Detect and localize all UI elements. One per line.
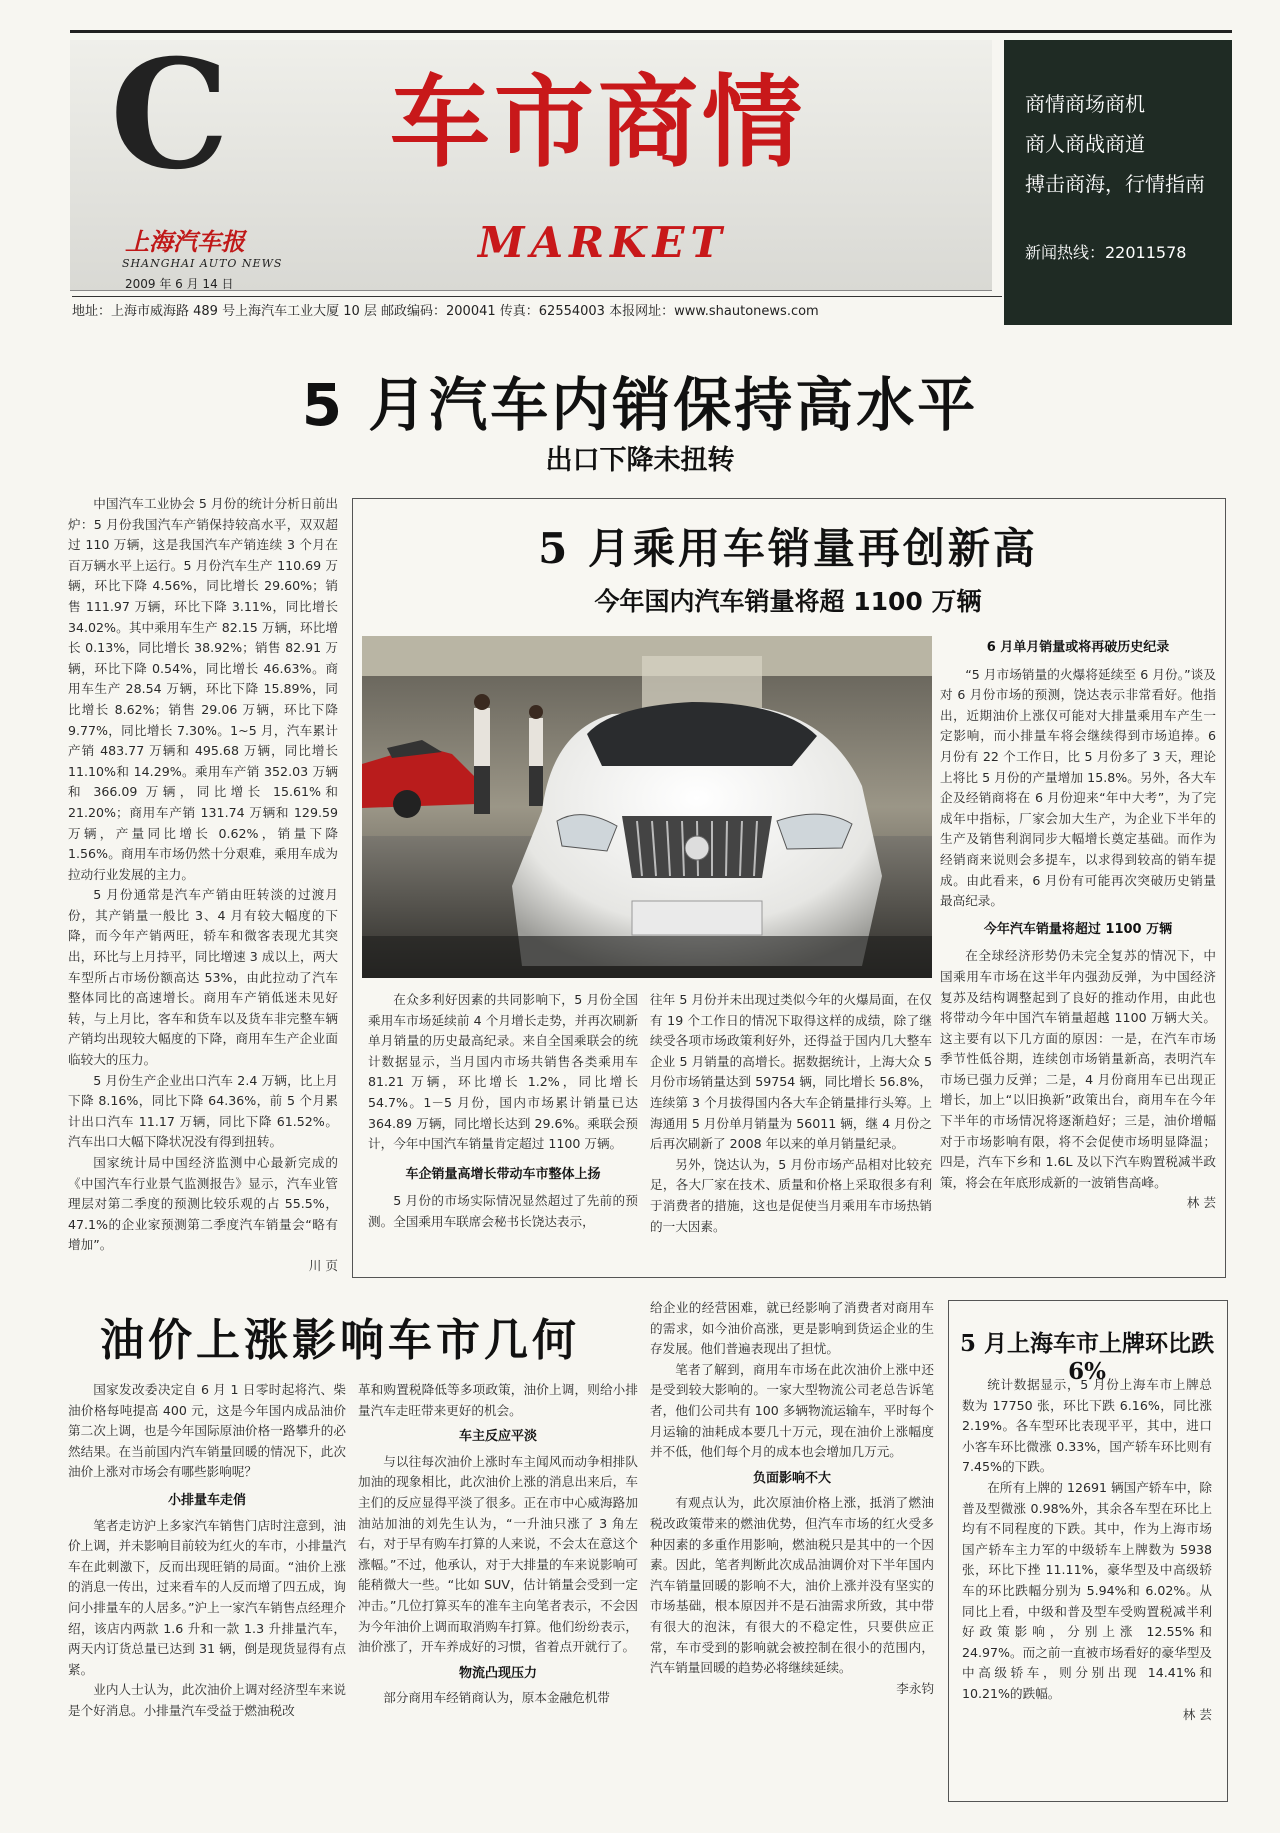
feature-column-b <box>650 990 932 1237</box>
section-heading: 负面影响不大 <box>752 1470 831 1486</box>
slogan-line: 搏击商海，行情指南 <box>1025 172 1205 196</box>
article-paragraph: 统计数据显示，5 月份上海车市上牌总数为 17750 张，环比下跌 6.16%，同比涨 2.19%。各车型环比表现平平，其中，进口小客车环比微涨 0.33%，国产轿车环比则有 7.45%的下跌。 <box>962 1377 1212 1475</box>
plates-headline: 5 月上海车市上牌环比跌 6% <box>959 1330 1214 1385</box>
feature-column-c <box>940 638 1216 1214</box>
section-heading: 车企销量高增长带动车市整体上扬 <box>405 1166 601 1182</box>
feature-subtitle: 今年国内汽车销量将超 1100 万辆 <box>594 587 982 616</box>
article-paragraph: 5 月份通常是汽车产销由旺转淡的过渡月份，其产销量一般比 3、4 月有较大幅度的下降，而今年产销两旺，轿车和微客表现尤其突出，环比与上月持平，同比增速 3 成以上，两大车型所占市场份额高达 53%，由此拉动了汽车整体同比的高速增长。商用车产销低迷未见好转，与上月比，客车和货车以及货车非完整车辆产销均出现较大幅度的下降，商用车生产企业面临较大的压力。 <box>68 887 338 1068</box>
slogan-line: 商情商场商机 <box>1025 92 1145 116</box>
article-paragraph: 国家统计局中国经济监测中心最新完成的《中国汽车行业景气监测报告》显示，汽车业管理层对第二季度的预测比较乐观的占 55.5%，47.1%的企业家预测第二季度汽车销量会“略有增加”。 <box>68 1155 338 1253</box>
article-paragraph: 另外，饶达认为，5 月份市场产品相对比较充足，各大厂家在技术、质量和价格上采取很多有利于消费者的措施，这也是促使当月乘用车市场热销的一大因素。 <box>650 1156 932 1234</box>
article-paragraph: 在众多利好因素的共同影响下，5 月份全国乘用车市场延续前 4 个月增长走势，并再次刷新单月销量的历史最高纪录。来自全国乘联会的统计数据显示，当月国内市场共销售各类乘用车 81.21 万辆，环比增长 1.2%，同比增长 54.7%。1－5 月份，国内市场累计销量已达 364.89 万辆，同比增长达到 29.6%。乘联会预计，今年中国汽车销量肯定超过 1100 万辆。 <box>368 992 638 1152</box>
author: 林 芸 <box>1182 1706 1212 1722</box>
article-paragraph: 革和购置税降低等多项政策，油价上调，则给小排量汽车走旺带来更好的机会。 <box>358 1382 638 1418</box>
article-paragraph: 业内人士认为，此次油价上调对经济型车来说是个好消息。小排量汽车受益于燃油税改 <box>68 1682 346 1718</box>
author: 林 芸 <box>1186 1195 1216 1211</box>
section-heading: 6 月单月销量或将再破历史纪录 <box>986 640 1170 655</box>
article-paragraph: 国家发改委决定自 6 月 1 日零时起将汽、柴油价格每吨提高 400 元，这是今年国内成品油价第二次上调，也是今年国际原油价格一路攀升的必然结果。在当前国内汽车销量回暖的情况下，此次油价上涨对市场会有哪些影响呢？ <box>68 1382 346 1480</box>
car-photo-illustration <box>362 636 932 978</box>
article-paragraph: 在所有上牌的 12691 辆国产轿车中，除普及型微涨 0.98%外，其余各车型在环比上均有不同程度的下跌。其中，作为上海市场国产轿车主力军的中级轿车上牌数为 5938 张，环比下挫 11.11%，豪华型及中高级轿车的环比跌幅分别为 5.94%和 6.02%。从同比上看，中级和普及型车受购置税减半利好政策影响，分别上涨 12.55%和 24.97%。而之前一直被市场看好的豪华型及中高级轿车，则分别出现 14.41%和 10.21%的跌幅。 <box>962 1479 1212 1701</box>
oil-column-c <box>650 1298 934 1699</box>
masthead-title: 车市商情 <box>390 63 806 181</box>
article-paragraph: 笔者走访沪上多家汽车销售门店时注意到，油价上调，并未影响目前较为红火的车市，小排量汽车在此刺激下，反而出现旺销的局面。“油价上涨的消息一传出，过来看车的人反而增了四五成，询问小排量车的人居多。”沪上一家汽车销售点经理介绍，该店内两款 1.6 升和一款 1.3 升排量汽车，两天内订货总量已达到 31 辆，倒是现货显得有点紧。 <box>68 1517 346 1677</box>
feature-column-a <box>368 990 638 1233</box>
article-paragraph: 与以往每次油价上涨时车主闻风而动争相排队加油的现象相比，此次油价上涨的消息出来后，车主们的反应显得平淡了很多。正在市中心威海路加油站加油的刘先生认为，“一升油只涨了 3 角左右，对于早有购车打算的人来说，不会太在意这个涨幅。”不过，他承认，对于大排量的车来说影响可能稍微大一些。“比如 SUV，估计销量会受到一定冲击。”几位打算买车的准车主向笔者表示，不会因为今年油价上调而取消购车打算。他们纷纷表示，油价涨了，开车养成好的习惯，省着点开就行了。 <box>358 1453 638 1655</box>
section-heading: 小排量车走俏 <box>167 1492 246 1508</box>
article-paragraph: 中国汽车工业协会 5 月份的统计分析日前出炉：5 月份我国汽车产销保持较高水平，双双超过 110 万辆，这是我国汽车产销连续 3 个月在百万辆水平上运行。5 月份汽车生产 110.69 万辆，环比下降 4.56%，同比增长 29.60%；销售 111.97 万辆，环比下降 3.11%，同比增长 34.02%。其中乘用车生产 82.15 万辆，环比增长 0.13%，同比增长 38.92%；销售 82.91 万辆，环比下降 0.54%，同比增长 46.63%。商用车生产 28.54 万辆，环比下降 15.89%，同比增长 8.62%；销售 29.06 万辆，环比下降 9.77%，同比增长 7.30%。1~5 月，汽车累计产销 483.77 万辆和 495.68 万辆，同比增长 11.10%和 14.29%。乘用车产销 352.03 万辆和 366.09 万辆，同比增长 15.61%和 21.20%；商用车产销 131.74 万辆和 129.59 万辆，产量同比增长 0.62%，销量下降 1.56%。商用车市场仍然十分艰难，乘用车成为拉动行业发展的主力。 <box>68 496 338 882</box>
article-paragraph: 部分商用车经销商认为，原本金融危机带 <box>383 1690 610 1706</box>
article-paragraph: 5 月份的市场实际情况显然超过了先前的预测。全国乘用车联席会秘书长饶达表示， <box>368 1193 638 1229</box>
feature-title: 5 月乘用车销量再创新高 <box>538 524 1038 573</box>
article-paragraph: 给企业的经营困难，就已经影响了消费者对商用车的需求，如今油价高涨，更是影响到货运企业的生存发展。他们普遍表现出了担忧。 <box>650 1300 934 1357</box>
oil-headline: 油价上涨影响车市几何 <box>100 1315 580 1366</box>
oil-column-a <box>68 1380 346 1722</box>
car-photo <box>362 636 932 978</box>
article-paragraph: 5 月份生产企业出口汽车 2.4 万辆，比上月下降 8.16%，同比下降 64.36%，前 5 个月累计出口汽车 11.17 万辆，同比下降 61.52%。汽车出口大幅下降状况没有得到扭转。 <box>68 1072 338 1150</box>
masthead-letter: C <box>110 27 230 203</box>
article-paragraph: 往年 5 月份并未出现过类似今年的火爆局面，在仅有 19 个工作日的情况下取得这样的成绩，除了继续受各项市场政策利好外，还得益于国内几大整车企业 5 月销量的高增长。据数据统计，上海大众 5 月份市场销量达到 59754 辆，同比增长 56.8%，连续第 3 个月拔得国内各大车企销量排行头筹。上海通用 5 月份单月销量为 56011 辆，继 4 月份之后再次刷新了 2008 年以来的单月销量纪录。 <box>650 992 932 1152</box>
address-line: 地址：上海市威海路 489 号上海汽车工业大厦 10 层 邮政编码：200041 传真：62554003 本报网址：www.shautonews.com <box>72 296 1002 319</box>
lead-article <box>68 494 338 1277</box>
issue-date: 2009 年 6 月 14 日 <box>125 277 234 291</box>
article-paragraph: 笔者了解到，商用车市场在此次油价上涨中还是受到较大影响的。一家大型物流公司老总告诉笔者，他们公司共有 100 多辆物流运输车，平时每个月运输的油耗成本要几十万元，现在油价上涨幅度并不低，他们每个月的成本也会增加几万元。 <box>650 1361 934 1460</box>
section-heading: 车主反应平淡 <box>458 1429 537 1445</box>
lead-subhead: 出口下降未扭转 <box>545 445 735 476</box>
section-heading: 物流凸现压力 <box>458 1665 537 1681</box>
slogan-line: 商人商战商道 <box>1025 132 1145 156</box>
paper-logo: 上海汽车报 <box>125 227 245 256</box>
paper-logo-en: SHANGHAI AUTO NEWS <box>122 257 283 270</box>
masthead-market: MARKET <box>478 218 728 267</box>
section-heading: 今年汽车销量将超过 1100 万辆 <box>983 921 1173 937</box>
article-paragraph: “5 月市场销量的火爆将延续至 6 月份。”谈及对 6 月份市场的预测，饶达表示非常看好。他指出，近期油价上涨仅可能对大排量乘用车产生一定影响，而小排量车将会继续得到市场追捧。6 月份有 22 个工作日，比 5 月份多了 3 天，理论上将比 5 月份的产量增加 15.8%。另外，各大车企及经销商将在 6 月份迎来“年中大考”，为了完成年中指标，厂家会加大生产，为企业下半年的生产及销售利润同步大幅增长奠定基础。而作为经销商来说则会多提车，以求得到较高的销车提成。由此看来，6 月份有可能再次突破历史销量最高纪录。 <box>940 666 1216 909</box>
author: 李永钧 <box>896 1680 934 1696</box>
lead-headline: 5 月汽车内销保持高水平 <box>301 371 979 439</box>
author: 川 页 <box>308 1257 338 1273</box>
article-paragraph: 有观点认为，此次原油价格上涨，抵消了燃油税改政策带来的燃油优势，但汽车市场的红火受多种因素的多重作用影响，燃油税只是其中的一个因素。因此，笔者判断此次成品油调价对下半年国内汽车销量回暖的影响不大，油价上涨并没有坚实的市场基础，根本原因并不是石油需求所致，其中带有很大的泡沫，有很大的不稳定性，只要供应正常，车市受到的影响就会被控制在很小的范围内，汽车销量回暖的趋势必将继续延续。 <box>650 1495 934 1676</box>
news-hotline: 新闻热线：22011578 <box>1025 243 1187 262</box>
article-paragraph: 在全球经济形势仍未完全复苏的情况下，中国乘用车市场在这半年内强劲反弹，为中国经济复苏及结构调整起到了良好的推动作用，由此也将带动今年中国汽车销量超越 1100 万辆大关。这主要有以下几方面的原因：一是，在汽车市场季节性低谷期，连续创市场销量新高，表明汽车市场已强力反弹；二是，4 月份商用车已出现正增长，加上“以旧换新”政策出台，商用车在今年下半年的市场情况将逐渐趋好；三是，油价增幅对于市场影响有限，将不会促使市场明显降温；四是，汽车下乡和 1.6L 及以下汽车购置税减半政策，将会在年底形成新的一波销售高峰。 <box>940 948 1216 1190</box>
oil-column-b <box>358 1380 638 1709</box>
plates-article <box>962 1375 1212 1725</box>
